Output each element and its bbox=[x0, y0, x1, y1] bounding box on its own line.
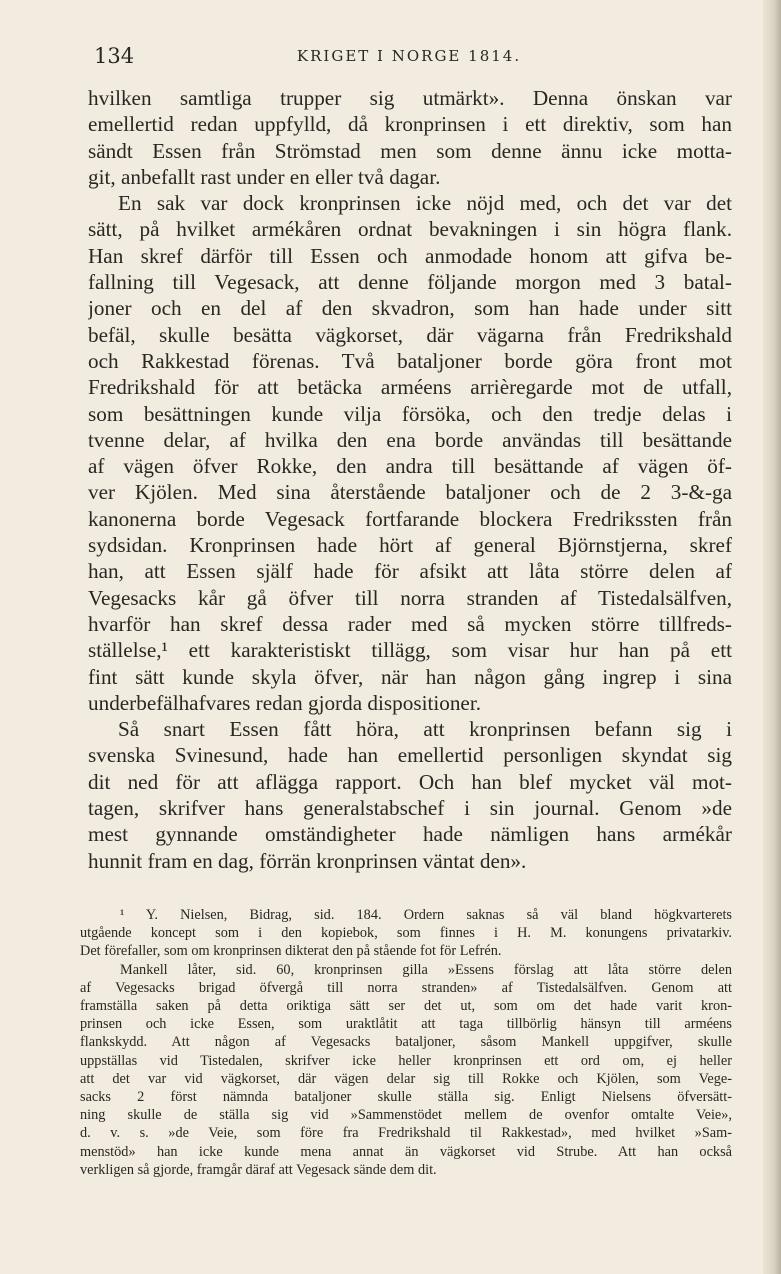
text-line: af vägen öfver Rokke, den andra till besättande af vägen öf- bbox=[88, 454, 732, 479]
text-line: sätt, på hvilket armékåren ordnat bevakningen i sin högra flank. bbox=[88, 217, 732, 242]
text-line: mest gynnande omständigheter hade nämligen hans armékår bbox=[88, 822, 732, 847]
footnote-line: Mankell låter, sid. 60, kronprinsen gilla »Essens förslag att låta större delen bbox=[120, 961, 732, 978]
text-line: git, anbefallt rast under en eller två dagar. bbox=[88, 164, 441, 189]
text-line: kanonerna borde Vegesack fortfarande blockera Fredrikssten från bbox=[88, 506, 732, 531]
text-line: sydsidan. Kronprinsen hade hört af general Björnstjerna, skref bbox=[88, 533, 732, 558]
text-line: Så snart Essen fått höra, att kronprinsen befann sig i bbox=[118, 717, 732, 742]
footnote-line: flankskydd. Att någon af Vegesacks bataljoner, såsom Mankell uppgifver, skulle bbox=[80, 1034, 732, 1051]
footnote-line: Det förefaller, som om kronprinsen dikterat den på stående fot för Lefrén. bbox=[80, 943, 502, 960]
footnote-line: ning skulle de ställa sig vid »Sammenstödet mellem de ovenfor omtalte Veie», bbox=[80, 1107, 732, 1124]
footnote-line: utgående koncept som i den kopiebok, som finnes i H. M. konungens privatarkiv. bbox=[80, 925, 732, 942]
footnote-line: d. v. s. »de Veie, som före fra Fredrikshald til Rakkestad», med hvilket »Sam- bbox=[80, 1125, 732, 1142]
footnote-line: prinsen och icke Essen, som uraktlåtit att taga tillbörlig hänsyn till arméens bbox=[80, 1016, 732, 1033]
text-line: och Rakkestad förenas. Två bataljoner borde göra front mot bbox=[88, 348, 732, 373]
footnote-line: menstöd» han icke kunde mena annat än vägkorset vid Strube. Att han också bbox=[80, 1143, 732, 1160]
running-title: KRIGET I NORGE 1814. bbox=[296, 47, 522, 65]
text-line: som besättningen kunde vilja försöka, och den tredje delas i bbox=[88, 401, 732, 426]
text-line: ställelse,¹ ett karakteristiskt tillägg, som visar hur han på ett bbox=[88, 638, 732, 663]
text-line: emellertid redan uppfylld, då kronprinsen i ett direktiv, som han bbox=[88, 112, 732, 137]
footnote-line: verkligen så gjorde, framgår däraf att Vegesack sände dem dit. bbox=[80, 1161, 437, 1178]
page-number: 134 bbox=[94, 44, 135, 68]
text-line: hvarför han skref dessa rader med så mycken större tillfreds- bbox=[88, 611, 732, 636]
footnote-line: uppställas vid Tistedalen, skrifver icke heller kronprinsen ett ord om, ej heller bbox=[80, 1052, 732, 1069]
footnote-line: framställa saken på detta oriktiga sätt ser det ut, som om det hade varit kron- bbox=[80, 998, 732, 1015]
page-edge bbox=[763, 0, 781, 1274]
text-line: joner och en del af den skvadron, som han hade under sitt bbox=[88, 296, 732, 321]
text-line: Fredrikshald för att betäcka arméens arrièregarde mot de utfall, bbox=[88, 375, 732, 400]
text-line: sändt Essen från Strömstad men som denne ännu icke motta- bbox=[88, 138, 732, 163]
text-line: En sak var dock kronprinsen icke nöjd med, och det var det bbox=[118, 191, 732, 216]
text-line: hvilken samtliga trupper sig utmärkt». Denna önskan var bbox=[88, 86, 732, 110]
text-line: tvenne delar, af hvilka den ena borde användas till besättande bbox=[88, 427, 732, 452]
text-line: ver Kjölen. Med sina återstående bataljoner och de 2 3-&-ga bbox=[88, 480, 732, 505]
footnotes bbox=[80, 906, 732, 1179]
footnote-line: att det var vid vägkorset, där vägen delar sig till Rokke och Kjölen, som Vege- bbox=[80, 1070, 732, 1087]
text-line: svenska Svinesund, hade han emellertid personligen skyndat sig bbox=[88, 743, 732, 768]
text-line: Han skref därför till Essen och anmodade honom att gifva be- bbox=[88, 243, 732, 268]
text-line: tagen, skrifver hans generalstabschef i sin journal. Genom »de bbox=[88, 796, 732, 821]
page-header bbox=[94, 44, 724, 74]
text-line: fint sätt kunde skyla öfver, när han någon gång ingrep i sina bbox=[88, 664, 732, 689]
text-line: underbefälhafvares redan gjorda dispositioner. bbox=[88, 690, 482, 715]
text-line: Vegesacks kår gå öfver till norra stranden af Tistedalsälfven, bbox=[88, 585, 732, 610]
text-line: hunnit fram en dag, förrän kronprinsen väntat den». bbox=[88, 848, 527, 873]
footnote-line: af Vegesacks brigad öfvergå till norra stranden» af Tistedalsälfven. Genom att bbox=[80, 979, 732, 996]
text-line: han, att Essen själf hade för afsikt att låta större delen af bbox=[88, 559, 732, 584]
text-line: fallning till Vegesack, att denne följande morgon med 3 batal- bbox=[88, 270, 732, 295]
text-line: befäl, skulle besätta vägkorset, där vägarna från Fredrikshald bbox=[88, 322, 732, 347]
main-text bbox=[88, 85, 732, 874]
text-line: dit ned för att aflägga rapport. Och han blef mycket väl mot- bbox=[88, 769, 732, 794]
footnote-line: ¹ Y. Nielsen, Bidrag, sid. 184. Ordern saknas så väl bland högkvarterets bbox=[120, 907, 732, 923]
footnote-line: sacks 2 först nämnda bataljoner skulle ställa sig. Enligt Nielsens öfversätt- bbox=[80, 1089, 732, 1106]
